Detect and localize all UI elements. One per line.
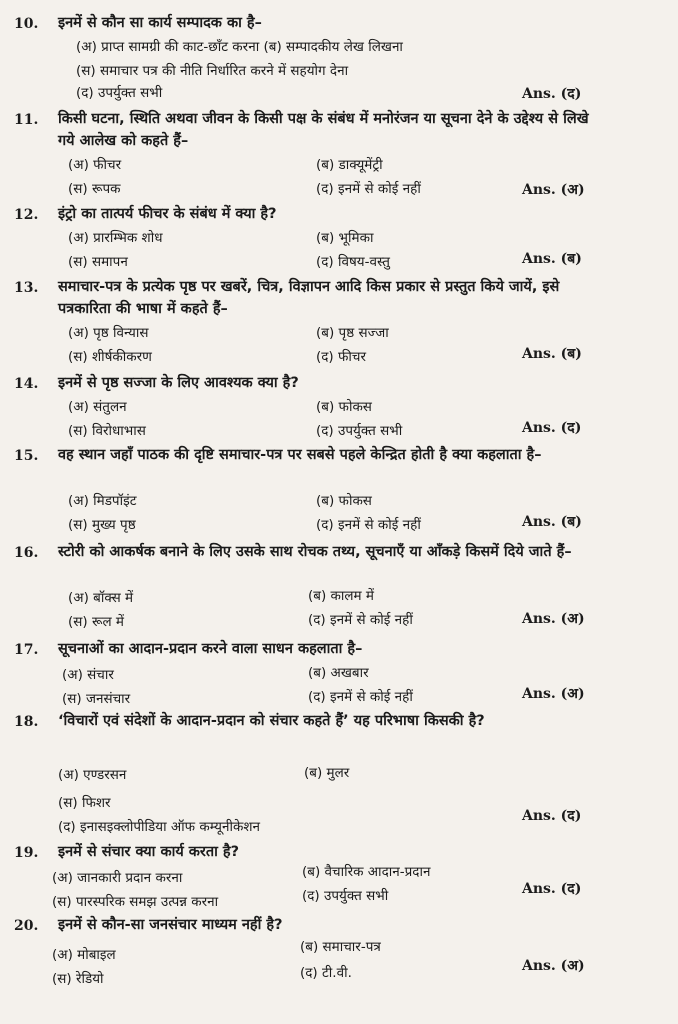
question-text: समाचार-पत्र के प्रत्येक पृष्ठ पर खबरें, चित्र, विज्ञापन आदि किस प्रकार से प्रस्तुत किये जायें, इसे पत्रकारिता की भाषा में कहते हैं– bbox=[58, 279, 560, 317]
answer: Ans. (अ) bbox=[522, 182, 585, 198]
option-a: (अ) जानकारी प्रदान करना bbox=[52, 870, 183, 886]
option-d: (द) इनमें से कोई नहीं bbox=[308, 612, 413, 628]
answer: Ans. (द) bbox=[522, 808, 582, 824]
option-c: (स) फिशर bbox=[58, 795, 111, 811]
question-number: 16. bbox=[14, 545, 39, 561]
question-text: स्टोरी को आकर्षक बनाने के लिए उसके साथ रोचक तथ्य, सूचनाएँ या आँकड़े किसमें दिये जाते हैं– bbox=[58, 544, 572, 560]
question-number: 14. bbox=[14, 376, 39, 392]
question-text: ‘विचारों एवं संदेशों के आदान-प्रदान को संचार कहते हैं’ यह परिभाषा किसकी है? bbox=[58, 713, 485, 729]
option-d: (द) विषय-वस्तु bbox=[316, 254, 390, 270]
option-a: (अ) मोबाइल bbox=[52, 947, 116, 963]
question-text: इनमें से पृष्ठ सज्जा के लिए आवश्यक क्या है? bbox=[58, 375, 299, 391]
answer: Ans. (द) bbox=[522, 881, 582, 897]
option-a: (अ) मिडपॉइंट bbox=[68, 493, 137, 509]
option-b: (ब) कालम में bbox=[308, 588, 374, 604]
option-c: (स) मुख्य पृष्ठ bbox=[68, 517, 136, 533]
option-c: (स) रूपक bbox=[68, 181, 121, 197]
question-number: 12. bbox=[14, 207, 39, 223]
option-d: (द) इनमें से कोई नहीं bbox=[316, 181, 421, 197]
answer: Ans. (ब) bbox=[522, 251, 582, 267]
question-text: इनमें से कौन-सा जनसंचार माध्यम नहीं है? bbox=[58, 917, 283, 933]
answer: Ans. (द) bbox=[522, 86, 582, 102]
question-text: सूचनाओं का आदान-प्रदान करने वाला साधन कहलाता है– bbox=[58, 641, 363, 657]
option-a: (अ) एण्डरसन bbox=[58, 767, 127, 783]
question-number: 20. bbox=[14, 918, 39, 934]
question-text: इनमें से संचार क्या कार्य करता है? bbox=[58, 844, 240, 860]
question-number: 19. bbox=[14, 845, 39, 861]
question-number: 17. bbox=[14, 642, 39, 658]
option-c: (स) शीर्षकीकरण bbox=[68, 349, 152, 365]
option-a: (अ) संतुलन bbox=[68, 399, 127, 415]
option-d: (द) इनमें से कोई नहीं bbox=[316, 517, 421, 533]
question-number: 11. bbox=[14, 112, 39, 128]
question-text: इंट्रो का तात्पर्य फीचर के संबंध में क्या है? bbox=[58, 206, 277, 222]
question-text: किसी घटना, स्थिति अथवा जीवन के किसी पक्ष के संबंध में मनोरंजन या सूचना देने के उद्देश्य से लिखे गये आलेख को कहते हैं– bbox=[58, 111, 589, 149]
option-b: (ब) भूमिका bbox=[316, 230, 374, 246]
question-number: 18. bbox=[14, 714, 39, 730]
option-a: (अ) संचार bbox=[62, 667, 114, 683]
question-number: 10. bbox=[14, 16, 39, 32]
answer: Ans. (द) bbox=[522, 420, 582, 436]
question-number: 15. bbox=[14, 448, 39, 464]
option-b: (ब) फोकस bbox=[316, 493, 372, 509]
question-text: वह स्थान जहाँ पाठक की दृष्टि समाचार-पत्र पर सबसे पहले केन्द्रित होती है क्या कहलाता है– bbox=[58, 447, 542, 463]
option-line: (स) समाचार पत्र की नीति निर्धारित करने में सहयोग देना bbox=[76, 63, 349, 79]
option-b: (ब) फोकस bbox=[316, 399, 372, 415]
option-b: (ब) पृष्ठ सज्जा bbox=[316, 325, 389, 341]
option-d: (द) उपर्युक्त सभी bbox=[302, 888, 389, 904]
answer: Ans. (ब) bbox=[522, 514, 582, 530]
option-b: (ब) मुलर bbox=[304, 765, 350, 781]
answer: Ans. (अ) bbox=[522, 958, 585, 974]
option-b: (ब) डाक्यूमेंट्री bbox=[316, 157, 383, 173]
option-a: (अ) फीचर bbox=[68, 157, 122, 173]
answer: Ans. (अ) bbox=[522, 686, 585, 702]
option-a: (अ) प्रारम्भिक शोध bbox=[68, 230, 163, 246]
option-c: (स) विरोधाभास bbox=[68, 423, 146, 439]
option-d: (द) उपर्युक्त सभी bbox=[76, 85, 163, 101]
question-number: 13. bbox=[14, 280, 39, 296]
option-d: (द) इनमें से कोई नहीं bbox=[308, 689, 413, 705]
option-d: (द) इनासइक्लोपीडिया ऑफ कम्यूनीकेशन bbox=[58, 819, 260, 835]
answer: Ans. (ब) bbox=[522, 346, 582, 362]
answer: Ans. (अ) bbox=[522, 611, 585, 627]
option-d: (द) टी.वी. bbox=[300, 965, 352, 981]
option-a: (अ) पृष्ठ विन्यास bbox=[68, 325, 149, 341]
question-text: इनमें से कौन सा कार्य सम्पादक का है– bbox=[58, 15, 262, 31]
option-a: (अ) बॉक्स में bbox=[68, 590, 134, 606]
option-b: (ब) वैचारिक आदान-प्रदान bbox=[302, 864, 431, 880]
option-c: (स) जनसंचार bbox=[62, 691, 131, 707]
option-b: (ब) अखबार bbox=[308, 665, 369, 681]
option-d: (द) उपर्युक्त सभी bbox=[316, 423, 403, 439]
option-c: (स) रूल में bbox=[68, 614, 124, 630]
option-d: (द) फीचर bbox=[316, 349, 366, 365]
option-b: (ब) समाचार-पत्र bbox=[300, 939, 381, 955]
option-c: (स) समापन bbox=[68, 254, 128, 270]
option-c: (स) रेडियो bbox=[52, 971, 104, 987]
option-line: (अ) प्राप्त सामग्री की काट-छाँट करना (ब) सम्पादकीय लेख लिखना bbox=[76, 39, 403, 55]
option-c: (स) पारस्परिक समझ उत्पन्न करना bbox=[52, 894, 219, 910]
